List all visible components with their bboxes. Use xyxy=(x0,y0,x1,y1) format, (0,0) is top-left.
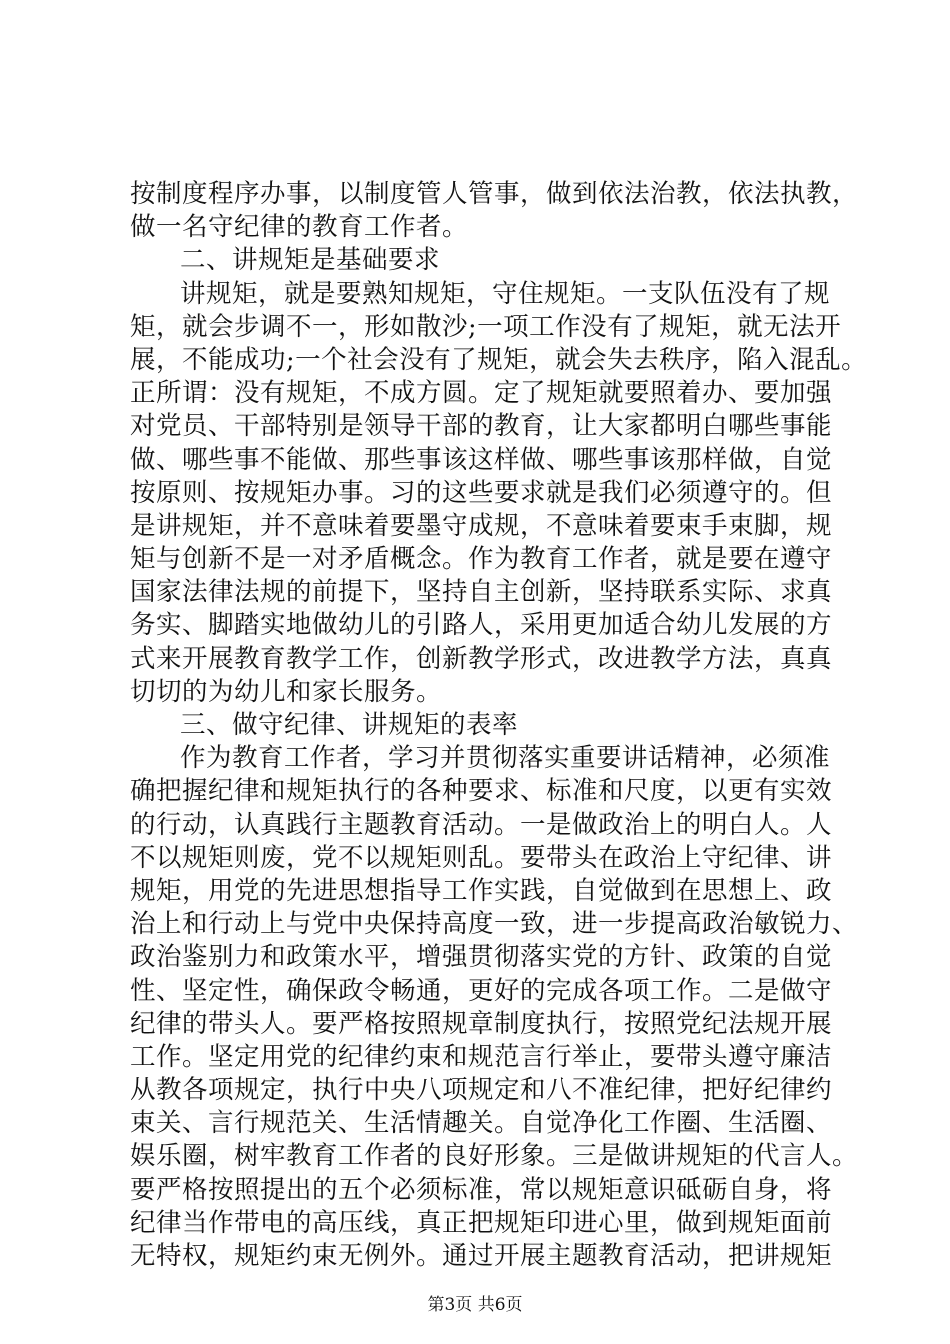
text-line: 束关、言行规范关、生活情趣关。自觉净化工作圈、生活圈、 xyxy=(130,1108,833,1139)
text-line: 国家法律法规的前提下，坚持自主创新，坚持联系实际、求真 xyxy=(130,577,833,608)
section-heading: 三、做守纪律、讲规矩的表率 xyxy=(180,710,519,740)
page-number-label: 第3页 共6页 xyxy=(427,1295,523,1315)
text-line: 治上和行动上与党中央保持高度一致，进一步提高政治敏锐力、 xyxy=(130,909,859,940)
text-line: 不以规矩则废，党不以规矩则乱。要带头在政治上守纪律、讲 xyxy=(130,842,833,873)
text-line: 正所谓：没有规矩，不成方圆。定了规矩就要照着办、要加强 xyxy=(130,378,833,409)
section-heading: 二、讲规矩是基础要求 xyxy=(180,245,441,276)
document-body xyxy=(130,178,868,1273)
text-line: 政治鉴别力和政策水平，增强贯彻落实党的方针、政策的自觉 xyxy=(130,942,833,973)
text-line: 纪律当作带电的高压线，真正把规矩印进心里，做到规矩面前 xyxy=(130,1207,833,1238)
text-line: 切切的为幼儿和家长服务。 xyxy=(130,676,443,707)
text-line: 性、坚定性，确保政令畅通，更好的完成各项工作。二是做守 xyxy=(130,975,833,1006)
text-line: 务实、脚踏实地做幼儿的引路人，采用更加适合幼儿发展的方 xyxy=(130,610,833,641)
text-line: 按原则、按规矩办事。习的这些要求就是我们必须遵守的。但 xyxy=(130,477,833,508)
text-line: 是讲规矩，并不意味着要墨守成规，不意味着要束手束脚，规 xyxy=(130,510,833,541)
text-line: 的行动，认真践行主题教育活动。一是做政治上的明白人。人 xyxy=(130,809,833,840)
text-line: 展，不能成功;一个社会没有了规矩，就会失去秩序，陷入混乱。 xyxy=(130,344,868,375)
text-line: 规矩，用党的先进思想指导工作实践，自觉做到在思想上、政 xyxy=(130,875,833,906)
text-line: 要严格按照提出的五个必须标准，常以规矩意识砥砺自身，将 xyxy=(130,1174,833,1205)
text-line: 矩与创新不是一对矛盾概念。作为教育工作者，就是要在遵守 xyxy=(130,544,833,575)
text-line: 作为教育工作者，学习并贯彻落实重要讲话精神，必须准 xyxy=(180,743,831,774)
text-line: 工作。坚定用党的纪律约束和规范言行举止，要带头遵守廉洁 xyxy=(130,1041,833,1072)
text-line: 做一名守纪律的教育工作者。 xyxy=(130,212,469,243)
text-line: 娱乐圈，树牢教育工作者的良好形象。三是做讲规矩的代言人。 xyxy=(130,1141,859,1172)
text-line: 无特权，规矩约束无例外。通过开展主题教育活动，把讲规矩 xyxy=(130,1241,833,1271)
text-line: 确把握纪律和规矩执行的各种要求、标准和尺度，以更有实效 xyxy=(130,776,833,807)
text-line: 讲规矩，就是要熟知规矩，守住规矩。一支队伍没有了规 xyxy=(180,278,831,309)
text-line: 做、哪些事不能做、那些事该这样做、哪些事该那样做，自觉 xyxy=(130,444,833,475)
text-line: 按制度程序办事，以制度管人管事，做到依法治教，依法执教， xyxy=(130,179,859,209)
page-footer xyxy=(0,1294,950,1316)
text-line: 矩，就会步调不一，形如散沙;一项工作没有了规矩，就无法开 xyxy=(130,311,842,342)
text-line: 纪律的带头人。要严格按照规章制度执行，按照党纪法规开展 xyxy=(130,1008,833,1039)
text-line: 从教各项规定，执行中央八项规定和八不准纪律，把好纪律约 xyxy=(130,1075,833,1106)
text-line: 对党员、干部特别是领导干部的教育，让大家都明白哪些事能 xyxy=(130,411,833,442)
text-line: 式来开展教育教学工作，创新教学形式，改进教学方法，真真 xyxy=(130,643,833,674)
